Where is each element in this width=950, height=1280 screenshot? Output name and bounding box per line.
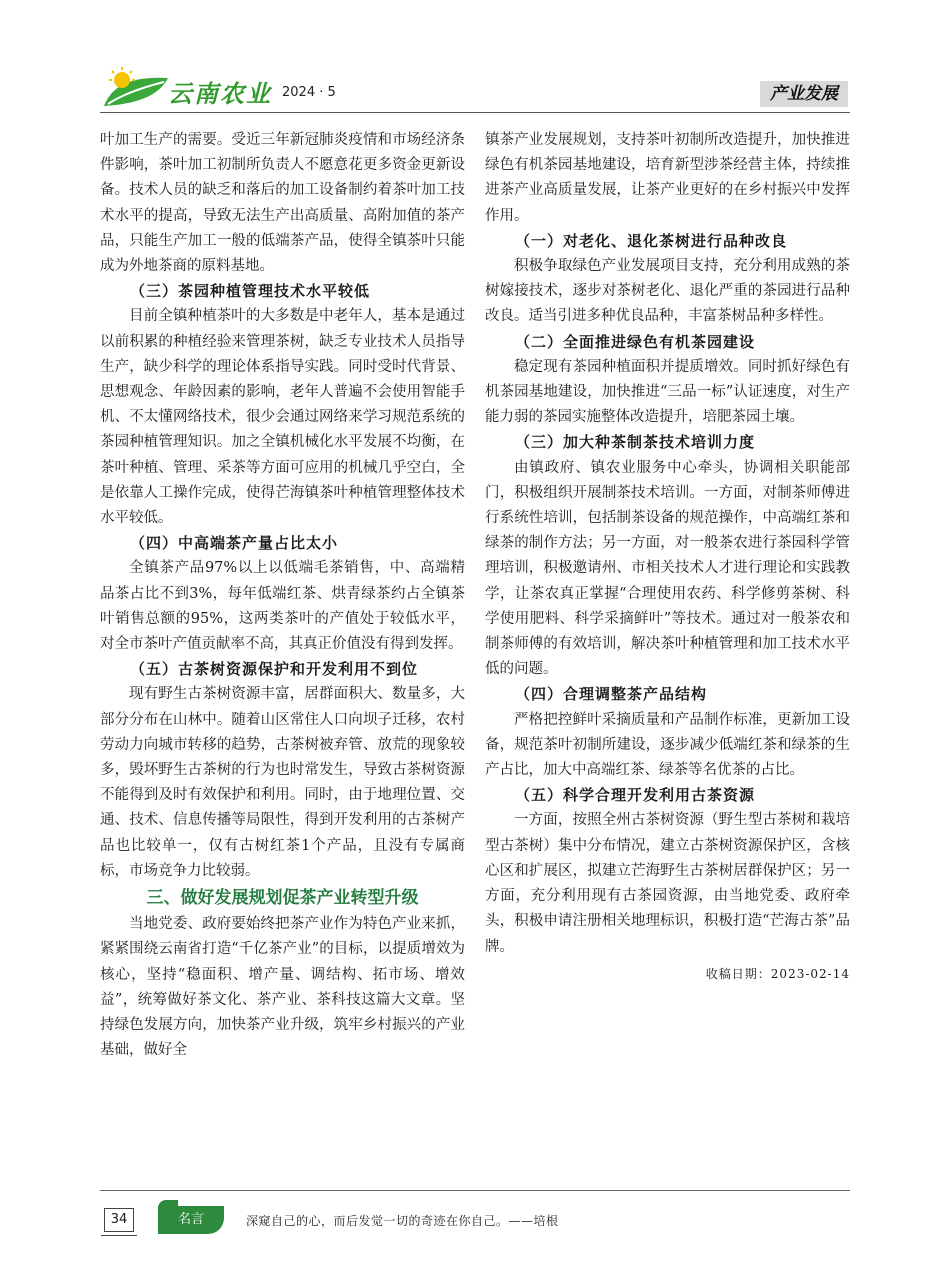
paragraph: 目前全镇种植茶叶的大多数是中老年人，基本是通过以前积累的种植经验来管理茶树，缺乏专业技术人员指导生产，缺少科学的理论体系指导实践。同时受时代背景、思想观念、年龄因素的影响，老年人普遍不会使用智能手机、不太懂网络技术，很少会通过网络来学习规范系统的茶园种植管理知识。加之全镇机械化水平发展不均衡，在茶叶种植、管理、采茶等方面可应用的机械几乎空白，全是依靠人工操作完成，使得芒海镇茶叶种植管理整体技术水平较低。 — [100, 308, 465, 527]
subheading: （四）合理调整茶产品结构 — [515, 685, 708, 704]
magazine-logo — [100, 66, 170, 108]
paragraph: 现有野生古茶树资源丰富，居群面积大、数量多，大部分分布在山林中。随着山区常住人口向坝子迁移，农村劳动力向城市转移的趋势，古茶树被弃管、放荒的现象较多，毁坏野生古茶树的行为也时常发生，导致古茶树资源不能得到及时有效保护和利用。同时，由于地理位置、交通、技术、信息传播等局限性，得到开发利用的古茶树产品也比较单一，仅有古树红茶1个产品，且没有专属商标，市场竞争力比较弱。 — [100, 686, 465, 879]
paragraph: 全镇茶产品97%以上以低端毛茶销售，中、高端精品茶占比不到3%，每年低端红茶、烘青绿茶约占全镇茶叶销售总额的95%，这两类茶叶的产值处于较低水平，对全市茶叶产值贡献率不高，其真正价值没有得到发挥。 — [100, 560, 465, 653]
paragraph: 积极争取绿色产业发展项目支持，充分利用成熟的茶树嫁接技术，逐步对茶树老化、退化严重的茶园进行品种改良。适当引进多种优良品种，丰富茶树品种多样性。 — [485, 258, 850, 325]
quote-label: 名言 — [158, 1206, 224, 1234]
header-divider — [100, 112, 850, 113]
section-heading: 三、做好发展规划促茶产业转型升级 — [146, 888, 419, 909]
subheading: （一）对老化、退化茶树进行品种改良 — [515, 231, 788, 250]
section-tag: 产业发展 — [760, 81, 848, 107]
paragraph: 叶加工生产的需要。受近三年新冠肺炎疫情和市场经济条件影响，茶叶加工初制所负责人不愿意花更多资金更新设备。技术人员的缺乏和落后的加工设备制约着茶叶加工技术水平的提高，导致无法生产出高质量、高附加值的茶产品，只能生产加工一般的低端茶产品，使得全镇茶叶只能成为外地茶商的原料基地。 — [100, 132, 465, 275]
subheading: （三）茶园种植管理技术水平较低 — [130, 282, 371, 301]
subheading: （五）古茶树资源保护和开发利用不到位 — [130, 660, 419, 679]
right-column — [485, 128, 850, 987]
page-number: 34 — [104, 1208, 134, 1232]
issue-number: 2024 · 5 — [282, 85, 336, 100]
received-date: 收稿日期：2023-02-14 — [705, 966, 850, 981]
magazine-title: 云南农业 — [168, 80, 272, 108]
paragraph: 由镇政府、镇农业服务中心牵头，协调相关职能部门，积极组织开展制茶技术培训。一方面，对制茶师傅进行系统性培训，包括制茶设备的规范操作，中高端红茶和绿茶的制作方法；另一方面，对一般茶农进行茶园科学管理培训，积极邀请州、市相关技术人才进行理论和实践教学，让茶农真正掌握“合理使用农药、科学修剪茶树、科学使用肥料、科学采摘鲜叶”等技术。通过对一般茶农和制茶师傅的有效培训，解决茶叶种植管理和加工技术水平低的问题。 — [485, 459, 850, 678]
subheading: （三）加大种茶制茶技术培训力度 — [515, 433, 756, 452]
paragraph: 严格把控鲜叶采摘质量和产品制作标准，更新加工设备，规范茶叶初制所建设，逐步减少低端红茶和绿茶的生产占比，加大中高端红茶、绿茶等名优茶的占比。 — [485, 711, 850, 779]
subheading: （二）全面推进绿色有机茶园建设 — [515, 332, 756, 351]
subheading: （五）科学合理开发利用古茶资源 — [515, 786, 756, 805]
page-header — [0, 0, 950, 120]
subheading: （四）中高端茶产量占比太小 — [130, 534, 339, 553]
paragraph: 稳定现有茶园种植面积并提质增效。同时抓好绿色有机茶园基地建设，加快推进“三品一标”认证速度，对生产能力弱的茶园实施整体改造提升，培肥茶园土壤。 — [485, 358, 850, 426]
left-column — [100, 128, 465, 1063]
footer-divider — [100, 1190, 850, 1191]
paragraph: 一方面，按照全州古茶树资源（野生型古茶树和栽培型古茶树）集中分布情况，建立古茶树资源保护区，含核心区和扩展区，拟建立芒海野生古茶树居群保护区；另一方面，充分利用现有古茶园资源，由当地党委、政府牵头，积极申请注册相关地理标识，积极打造“芒海古茶”品牌。 — [485, 812, 850, 955]
paragraph: 镇茶产业发展规划，支持茶叶初制所改造提升，加快推进绿色有机茶园基地建设，培育新型涉茶经营主体，持续推进茶产业高质量发展，让茶产业更好的在乡村振兴中发挥作用。 — [485, 132, 850, 224]
footer-quote: 深窥自己的心，而后发觉一切的奇迹在你自己。——培根 — [246, 1214, 559, 1228]
paragraph: 当地党委、政府要始终把茶产业作为特色产业来抓，紧紧围绕云南省打造“千亿茶产业”的目标，以提质增效为核心，坚持“稳面积、增产量、调结构、拓市场、增效益”，统筹做好茶文化、茶产业、茶科技这篇大文章。坚持绿色发展方向，加快茶产业升级，筑牢乡村振兴的产业基础，做好全 — [100, 916, 465, 1059]
